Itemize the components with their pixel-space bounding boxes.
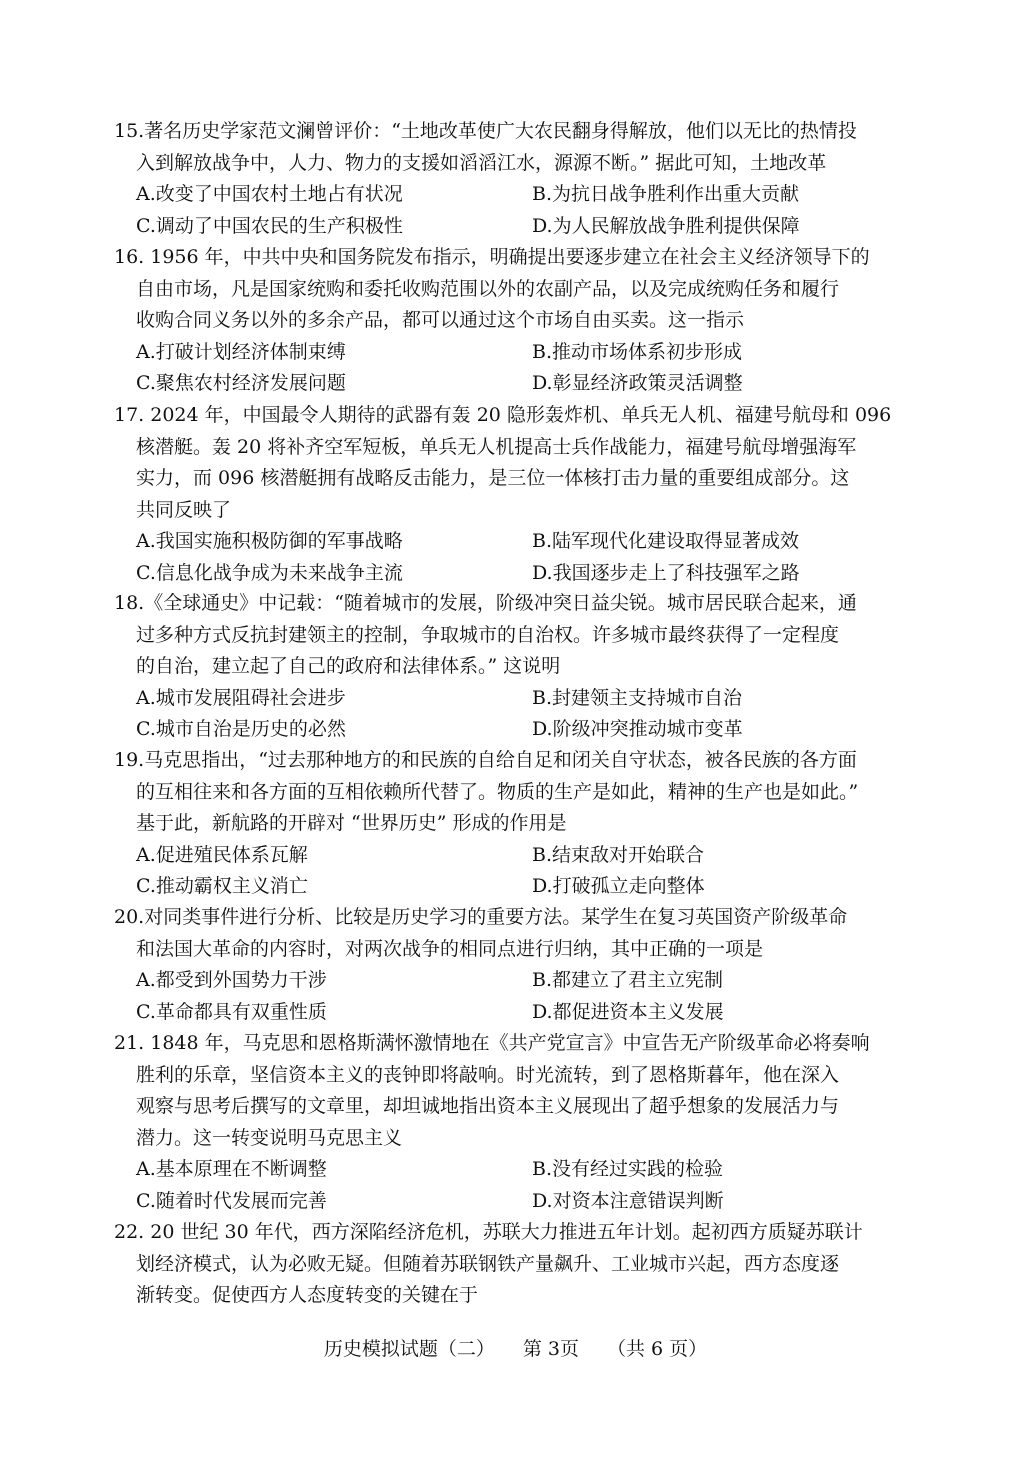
- options-row: [114, 840, 924, 872]
- option-b: B.结束敌对开始联合: [532, 843, 705, 866]
- option-d: D.彰显经济政策灵活调整: [532, 372, 743, 394]
- question-line: 划经济模式，认为必败无疑。但随着苏联钢铁产量飙升、工业城市兴起，西方态度逐: [136, 1252, 840, 1275]
- option-a: A.城市发展阻碍社会进步: [136, 686, 346, 709]
- question-20: [114, 902, 924, 1028]
- question-line: 潜力。这一转变说明马克思主义: [136, 1126, 403, 1149]
- option-c: C.城市自治是历史的必然: [136, 718, 346, 740]
- question-line: 胜利的乐章，坚信资本主义的丧钟即将敲响。时光流转，到了恩格斯暮年，他在深入: [136, 1063, 840, 1086]
- option-c: C.信息化战争成为未来战争主流: [136, 561, 403, 584]
- question-line: 16. 1956 年，中共中央和国务院发布指示，明确提出要逐步建立在社会主义经济领导下的: [114, 246, 870, 268]
- question-21: [114, 1028, 924, 1217]
- option-a: A.促进殖民体系瓦解: [136, 843, 308, 866]
- question-line: 入到解放战争中，人力、物力的支援如滔滔江水，源源不断。” 据此可知，土地改革: [136, 151, 827, 174]
- question-line: 的互相往来和各方面的互相依赖所代替了。物质的生产是如此，精神的生产也是如此。”: [136, 780, 859, 803]
- question-line: 17. 2024 年，中国最令人期待的武器有轰 20 隐形轰炸机、单兵无人机、福建号航母和 096: [114, 404, 892, 426]
- question-line: 21. 1848 年，马克思和恩格斯满怀激情地在《共产党宣言》中宣告无产阶级革命必将奏响: [114, 1032, 870, 1054]
- question-line: 和法国大革命的内容时，对两次战争的相同点进行归纳，其中正确的一项是: [136, 937, 764, 960]
- options-row: [114, 714, 924, 746]
- option-c: C.推动霸权主义消亡: [136, 875, 308, 897]
- question-16: [114, 242, 924, 400]
- page-number: 第 3页: [522, 1338, 579, 1360]
- options-row: [114, 871, 924, 903]
- question-line: 基于此，新航路的开辟对 “世界历史” 形成的作用是: [136, 812, 567, 834]
- options-row: [114, 965, 924, 997]
- question-17: [114, 400, 924, 589]
- option-d: D.都促进资本主义发展: [532, 1000, 724, 1023]
- question-line: 18.《全球通史》中记载：“随着城市的发展，阶级冲突日益尖锐。城市居民联合起来，通: [114, 592, 857, 614]
- question-line: 22. 20 世纪 30 年代，西方深陷经济危机，苏联大力推进五年计划。起初西方质疑苏联计: [114, 1221, 863, 1243]
- question-line: 收购合同义务以外的多余产品，都可以通过这个市场自由买卖。这一指示: [136, 309, 745, 331]
- question-line: 20.对同类事件进行分析、比较是历史学习的重要方法。某学生在复习英国资产阶级革命: [114, 906, 848, 928]
- question-line: 渐转变。促使西方人态度转变的关键在于: [136, 1284, 479, 1306]
- page-footer: [0, 1335, 1031, 1363]
- question-line: 共同反映了: [136, 498, 232, 521]
- question-line: 15.著名历史学家范文澜曾评价：“土地改革使广大农民翻身得解放，他们以无比的热情投: [114, 120, 857, 142]
- question-19: [114, 745, 924, 903]
- option-d: D.打破孤立走向整体: [532, 875, 705, 897]
- option-c: C.调动了中国农民的生产积极性: [136, 214, 403, 237]
- options-row: [114, 997, 924, 1029]
- options-row: [114, 558, 924, 590]
- option-b: B.没有经过实践的检验: [532, 1158, 724, 1180]
- page-total: （共 6 页）: [606, 1338, 708, 1360]
- question-line: 实力，而 096 核潜艇拥有战略反击能力，是三位一体核打击力量的重要组成部分。这: [136, 467, 850, 489]
- options-row: [114, 211, 924, 243]
- question-line: 核潜艇。轰 20 将补齐空军短板，单兵无人机提高士兵作战能力，福建号航母增强海军: [136, 435, 857, 458]
- options-row: [114, 526, 924, 558]
- question-line: 观察与思考后撰写的文章里，却坦诚地指出资本主义展现出了超乎想象的发展活力与: [136, 1095, 840, 1117]
- exam-title: 历史模拟试题（二）: [323, 1338, 495, 1360]
- option-d: D.阶级冲突推动城市变革: [532, 718, 743, 740]
- option-a: A.基本原理在不断调整: [136, 1158, 327, 1180]
- options-row: [114, 179, 924, 211]
- option-b: B.封建领主支持城市自治: [532, 686, 743, 709]
- question-line: 过多种方式反抗封建领主的控制，争取城市的自治权。许多城市最终获得了一定程度: [136, 623, 840, 646]
- option-a: A.改变了中国农村土地占有状况: [136, 183, 403, 205]
- options-row: [114, 1154, 924, 1186]
- question-line: 自由市场，凡是国家统购和委托收购范围以外的农副产品，以及完成统购任务和履行: [136, 277, 840, 300]
- question-line: 的自治，建立起了自己的政府和法律体系。” 这说明: [136, 655, 561, 677]
- option-d: D.我国逐步走上了科技强军之路: [532, 561, 800, 584]
- question-18: [114, 588, 924, 746]
- question-15: [114, 116, 924, 242]
- option-c: C.聚焦农村经济发展问题: [136, 372, 346, 394]
- question-line: 19.马克思指出，“过去那种地方的和民族的自给自足和闭关自守状态，被各民族的各方面: [114, 749, 857, 771]
- option-d: D.为人民解放战争胜利提供保障: [532, 214, 800, 237]
- option-b: B.陆军现代化建设取得显著成效: [532, 530, 800, 552]
- question-22: [114, 1217, 924, 1312]
- option-c: C.革命都具有双重性质: [136, 1000, 327, 1023]
- option-b: B.都建立了君主立宪制: [532, 969, 724, 991]
- option-c: C.随着时代发展而完善: [136, 1189, 327, 1212]
- option-a: A.我国实施积极防御的军事战略: [136, 530, 403, 552]
- options-row: [114, 368, 924, 400]
- option-b: B.为抗日战争胜利作出重大贡献: [532, 183, 800, 205]
- option-b: B.推动市场体系初步形成: [532, 340, 743, 363]
- options-row: [114, 683, 924, 715]
- options-row: [114, 337, 924, 369]
- option-a: A.都受到外国势力干涉: [136, 969, 327, 991]
- options-row: [114, 1186, 924, 1218]
- option-a: A.打破计划经济体制束缚: [136, 340, 346, 363]
- option-d: D.对资本注意错误判断: [532, 1189, 724, 1212]
